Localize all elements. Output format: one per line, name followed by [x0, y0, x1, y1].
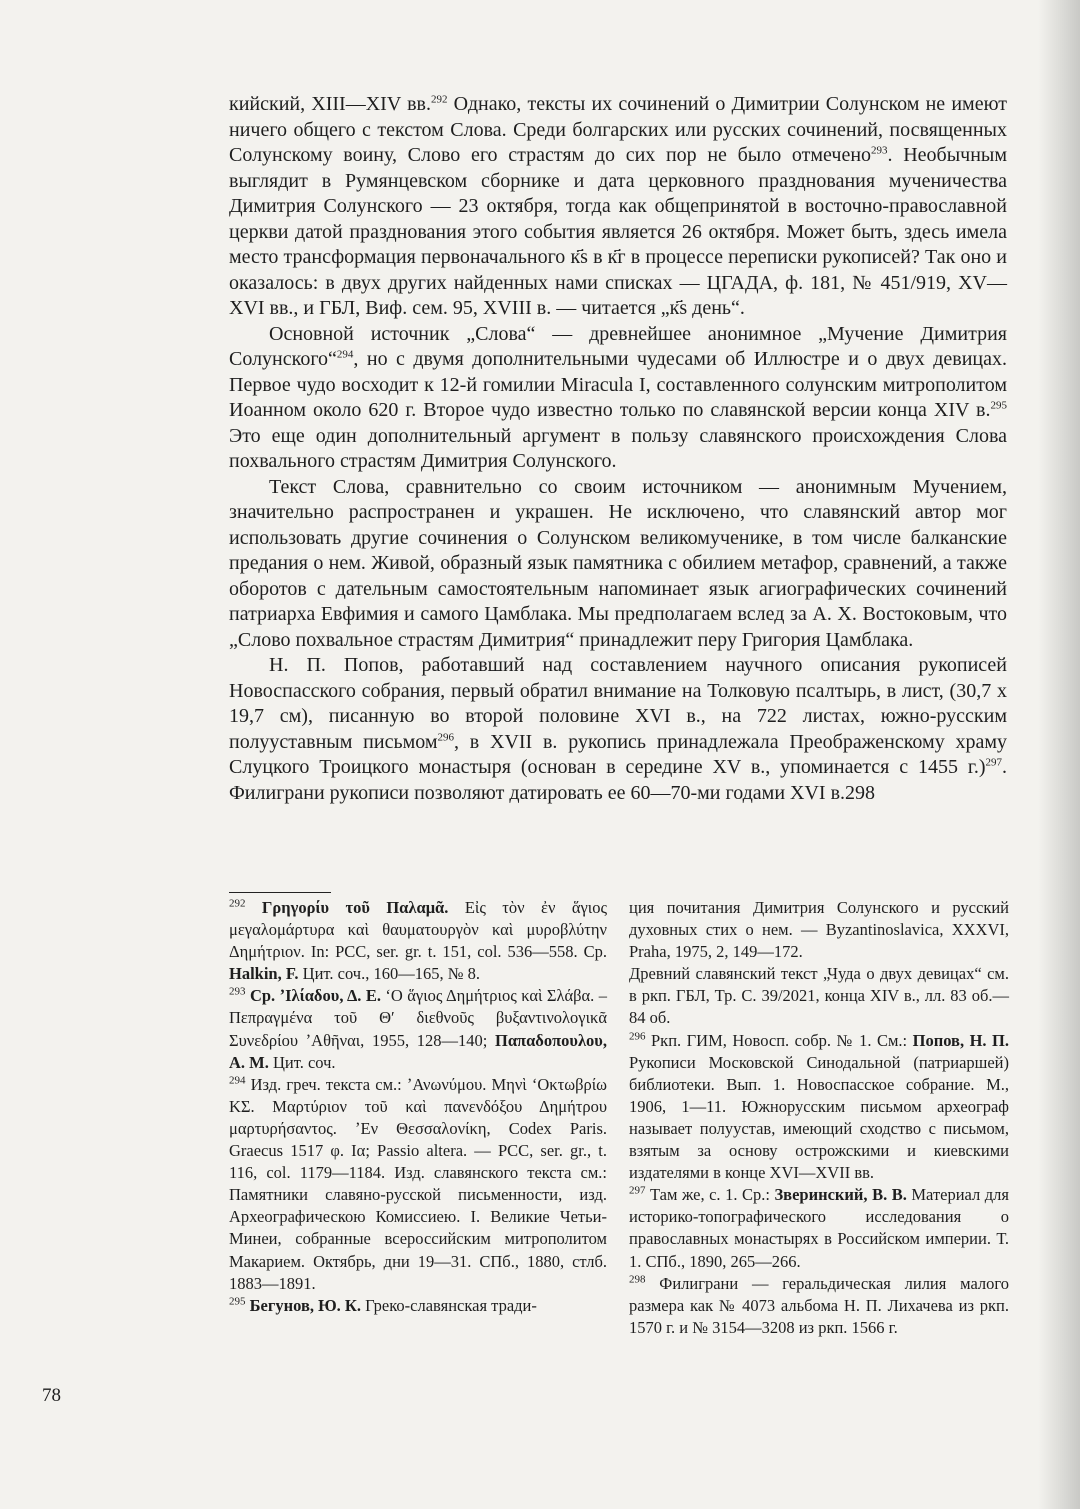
footnotes-left-column [229, 897, 607, 1317]
footnote-295: $^{295}$ Бегунов, Ю. К. Греко-славянская тради- [229, 1295, 537, 1315]
main-text [229, 92, 1007, 806]
footnote-292: $^{292}$ Γρηγορίυ τοῦ Παλαμᾶ. Εἰς τὸν ἐν ἅγιος μεγαλομάρτυρα καὶ θαυματουργὸν καὶ μυροβλύτην Δημήτριον. In: PCC, ser. gr. t. 151, col. 536—558. Ср. Halkin, F. Цит. соч., 160—165, № 8. [229, 897, 608, 984]
page-edge-shadow [1038, 0, 1080, 1509]
footnotes-right-column [629, 897, 1009, 1339]
paragraph-3: Текст Слова, сравнительно со своим источником — анонимным Мучением, значительно распространен и украшен. Не исключено, что славянский автор мог использовать другие сочинения о Солунском великомученике, в том числе балканские предания о нем. Живой, образный язык памятника с обилием метафор, сравнений, а также оборотов с дательным самостоятельным напоминает язык агиографических сочинений патриарха Евфимия и самого Цамблака. Мы предполагаем вслед за А. Х. Востоковым, что „Слово похвальное страстям Димитрия“ принадлежит перу Григория Цамблака. [229, 475, 1007, 651]
footnote-294: $^{294}$ Изд. греч. текста см.: ʼΑνωνύμου. Μηνὶ ʻΟκτωβρίω ΚΣ. Μαρτύριον τοῦ καὶ πανενδόξου Δημήτρου μαρτυρήσαντος. ʼΕν Θεσσαλονίκη, Codex Paris. Graecus 1517 φ. Ια; Passio altera. — PCC, ser. gr., t. 116, col. 1179—1184. Изд. славянского текста см.: Памятники славяно-русской письменности, изд. Археографическою Комиссиею. I. Великие Четьи-Минеи, собранные всероссийским митрополитом Макарием. Октябрь, дни 19—31. СПб., 1880, стлб. 1883—1891. [229, 1074, 607, 1293]
page-number: 78 [42, 1385, 61, 1406]
footnote-297: $^{297}$ Там же, с. 1. Ср.: Зверинский, В. В. Материал для историко-топографического исследования о православных монастырях в Российском империи. Т. 1. СПб., 1890, 265—266. [629, 1184, 1009, 1271]
footnote-293: $^{293}$ Ср. ʼΙλίαδου, Δ. Ε. ʻΟ ἅγιος Δημήτριος καὶ Σλάβα. – Πεπραγμένα τοῦ Θʹ διεθνοῦς βυξαντινολογικᾶ Συνεδρίου ʼΑθῆναι, 1955, 128—140; Παπαδοπουλου, Α. Μ. Цит. соч. [229, 985, 607, 1072]
paragraph-4: Н. П. Попов, работавший над составлением научного описания рукописей Новоспасского собрания, первый обратил внимание на Толковую псалтырь, в лист, (30,7 х 19,7 см), писанную во второй половине XVI в., на 722 листах, южно-русским полууставным письмом$^{296}$, в XVII в. рукопись принадлежала Преображенскому храму Слуцкого Троицкого монастыря (основан в середине XV в., упоминается с 1455 г.)$^{297}$. Филиграни рукописи позволяют датировать ее 60—70-ми годами XVI в.298 [229, 654, 1008, 804]
footnote-separator [229, 892, 331, 893]
footnote-295-continued: ция почитания Димитрия Солунского и русский духовных стих о нем. — Byzantinoslavica, XXXVI, Praha, 1975, 2, 149—172. [629, 898, 1009, 962]
footnote-295-addendum: Древний славянский текст „Чуда о двух девицах“ см. в ркп. ГБЛ, Тр. С. 39/2021, конца XIV в., лл. 83 об.—84 об. [629, 964, 1009, 1028]
paragraph-2: Основной источник „Слова“ — древнейшее анонимное „Мучение Димитрия Солунского“$^{294}$, но с двумя дополнительными чудесами об Иллюстре и о двух девицах. Первое чудо восходит к 12-й гомилии Miracula I, составленного солунским митрополитом Иоанном около 620 г. Второе чудо известно только по славянской версии конца XIV в.$^{295}$ Это еще один дополнительный аргумент в пользу славянского происхождения Слова похвального страстям Димитрия Солунского. [229, 322, 1007, 472]
footnote-296: $^{296}$ Ркп. ГИМ, Новосп. собр. № 1. См.: Попов, Н. П. Рукописи Московской Синодальной (патриаршей) библиотеки. Вып. 1. Новоспасское собрание. М., 1906, 1—11. Южнорусским письмом археограф называет полуустав, имеющий сходство с письмом, взятым за основу острожскими и киевскими издателями в конце XVI—XVII вв. [629, 1030, 1009, 1183]
footnote-298: $^{298}$ Филиграни — геральдическая лилия малого размера как № 4073 альбома Н. П. Лихачева из ркп. 1570 г. и № 3154—3208 из ркп. 1566 г. [629, 1273, 1010, 1337]
paragraph-1: кийский, XIII—XIV вв.$^{292}$ Однако, тексты их сочинений о Димитрии Солунском не имеют ничего общего с текстом Слова. Среди болгарских или русских сочинений, посвященных Солунскому воину, Слово его страстям до сих пор не было отмечено$^{293}$. Необычным выглядит в Румянцевском сборнике и дата церковного празднования мученичества Димитрия Солунского — 23 октября, тогда как общепринятой в восточно-православной церкви датой празднования этого события является 26 октября. Может быть, здесь имела место трансформация первоначального к҃ѕ в к҃г в процессе переписки рукописей? Так оно и оказалось: в двух других найденных нами списках — ЦГАДА, ф. 181, № 451/919, XV—XVI вв., и ГБЛ, Виф. сем. 95, XVIII в. — читается „к҃ѕ день“. [229, 93, 1007, 319]
